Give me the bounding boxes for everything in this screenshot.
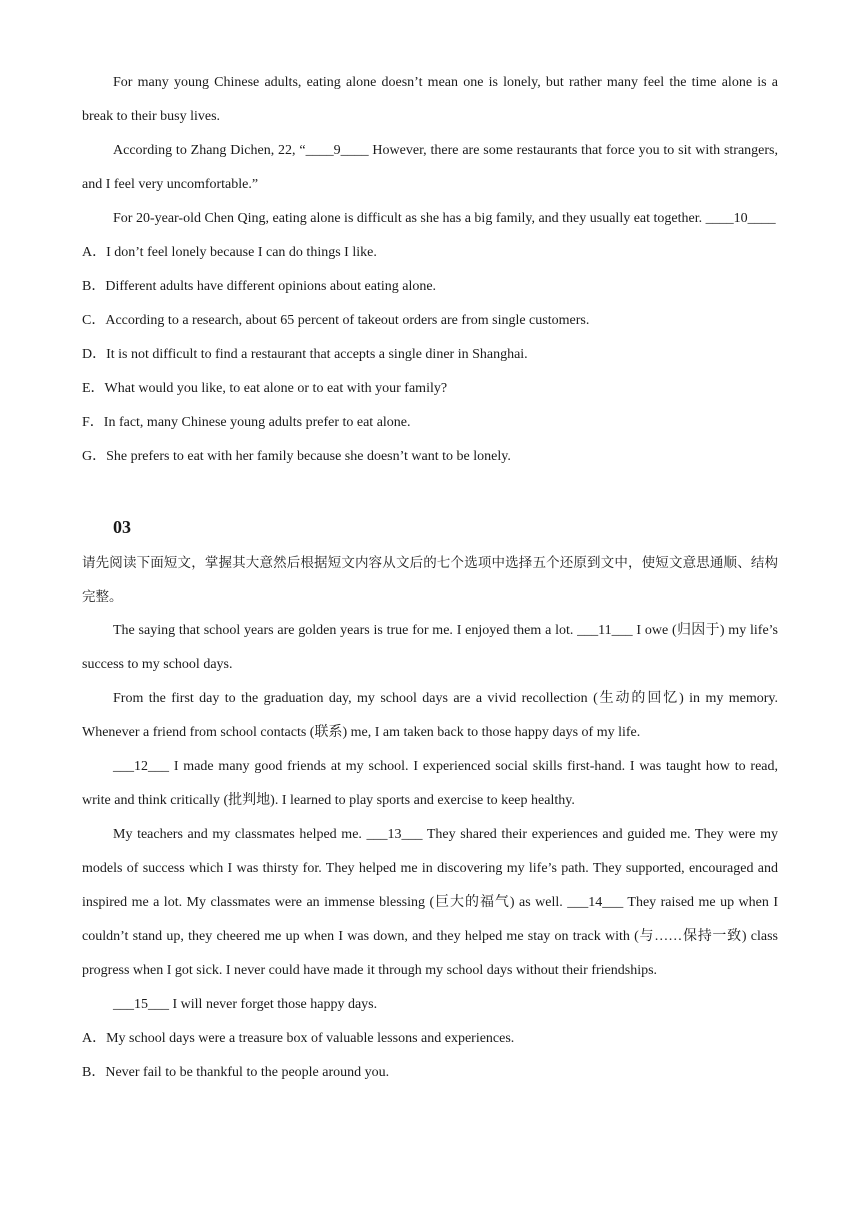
section-number: 03: [113, 517, 131, 537]
document-page: [82, 66, 778, 1090]
option-g: G．She prefers to eat with her family because she doesn’t want to be lonely.: [82, 449, 511, 464]
option-e: E．What would you like, to eat alone or to eat with your family?: [82, 381, 448, 396]
instruction-text: 请先阅读下面短文，掌握其大意然后根据短文内容从文后的七个选项中选择五个还原到文中，使短文意思通顺、结构完整。: [82, 555, 778, 605]
spacer: [82, 474, 778, 508]
paragraph: From the first day to the graduation day, my school days are a vivid recollection (生动的回忆) in my memory. Whenever a friend from school contacts (联系) me, I am taken back to those happy days of my life.: [82, 691, 778, 740]
paragraph: ___15___ I will never forget those happy days.: [113, 997, 378, 1012]
option-a: A．I don’t feel lonely because I can do things I like.: [82, 245, 377, 260]
option-f: F．In fact, many Chinese young adults prefer to eat alone.: [82, 415, 411, 430]
option-b: B．Never fail to be thankful to the people around you.: [82, 1065, 390, 1080]
option-a: A．My school days were a treasure box of valuable lessons and experiences.: [82, 1031, 515, 1046]
paragraph: ___12___ I made many good friends at my school. I experienced social skills first-hand. I was taught how to read, write and think critically (批判地). I learned to play sports and exercise to keep healthy.: [82, 759, 778, 808]
option-d: D．It is not difficult to find a restaurant that accepts a single diner in Shanghai.: [82, 347, 528, 362]
paragraph: For 20-year-old Chen Qing, eating alone is difficult as she has a big family, and they usually eat together. ____10____: [113, 211, 776, 226]
paragraph: The saying that school years are golden years is true for me. I enjoyed them a lot. ___11___ I owe (归因于) my life’s success to my school days.: [82, 623, 778, 672]
paragraph: My teachers and my classmates helped me. ___13___ They shared their experiences and guided me. They were my models of success which I was thirsty for. They helped me in discovering my life’s path. They supported, encouraged and inspired me a lot. My classmates were an immense blessing (巨大的福气) as well. ___14___ They raised me up when I couldn’t stand up, they cheered me up when I was down, and they helped me stay on track with (与……保持一致) class progress when I got sick. I never could have made it through my school days without their friendships.: [82, 827, 778, 978]
option-b: B．Different adults have different opinions about eating alone.: [82, 279, 437, 294]
option-c: C．According to a research, about 65 percent of takeout orders are from single customers.: [82, 313, 590, 328]
paragraph: For many young Chinese adults, eating alone doesn’t mean one is lonely, but rather many feel the time alone is a break to their busy lives.: [82, 75, 778, 124]
paragraph: According to Zhang Dichen, 22, “____9____ However, there are some restaurants that force you to sit with strangers, and I feel very uncomfortable.”: [82, 143, 778, 192]
